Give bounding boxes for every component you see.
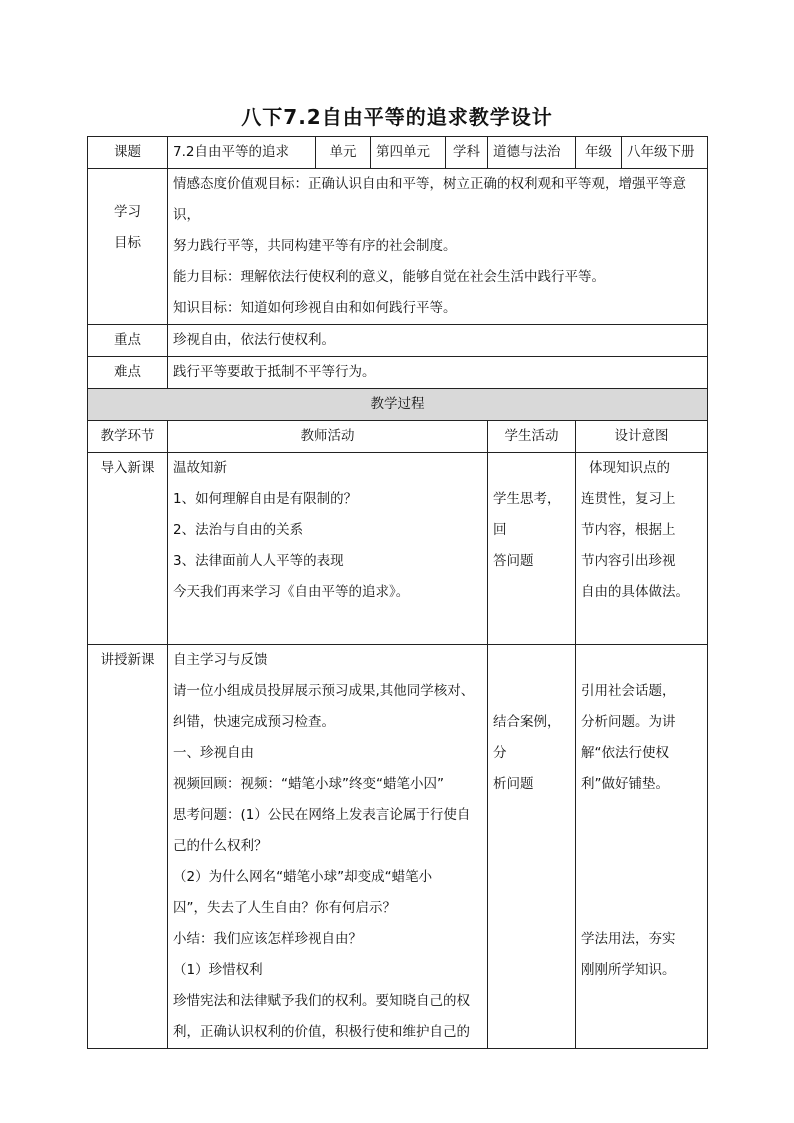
objectives-label-line-2: 目标 <box>114 235 141 251</box>
intent-line: 体现知识点的 <box>589 460 670 476</box>
intent-line: 自由的具体做法。 <box>581 584 689 600</box>
intent-line: 引用社会话题， <box>581 683 676 699</box>
student-line: 答问题 <box>493 553 534 569</box>
section-new-lesson-row <box>88 645 708 1049</box>
teacher-line: 利，正确认识权利的价值，积极行使和维护自己的 <box>173 1024 470 1040</box>
grade-value: 八年级下册 <box>622 137 708 169</box>
teacher-line: （2）为什么网名“蜡笔小球”却变成“蜡笔小 <box>173 869 433 885</box>
teacher-line: 今天我们再来学习《自由平等的追求》。 <box>173 584 410 600</box>
student-activity-intro <box>488 453 576 645</box>
header-row <box>88 137 708 169</box>
objectives-label-line-1: 学习 <box>114 204 141 220</box>
subject-label: 学科 <box>446 137 488 169</box>
intent-line: 利”做好铺垫。 <box>581 776 669 792</box>
stage-intro: 导入新课 <box>88 453 168 645</box>
objectives-content <box>168 169 708 325</box>
key-point-row <box>88 325 708 357</box>
column-header-row <box>88 421 708 453</box>
student-line: 学生思考，回 <box>493 491 561 538</box>
teacher-line: 自主学习与反馈 <box>173 652 268 668</box>
intent-line: 节内容，根据上 <box>581 522 676 538</box>
intent-line: 节内容引出珍视 <box>581 553 676 569</box>
objectives-label <box>88 169 168 325</box>
student-line: 析问题 <box>493 776 534 792</box>
teacher-activity-intro <box>168 453 488 645</box>
objective-line: 情感态度价值观目标：正确认识自由和平等，树立正确的权利观和平等观，增强平等意识， <box>173 176 686 223</box>
lesson-plan-table <box>87 136 708 1049</box>
difficulty-value: 践行平等要敢于抵制不平等行为。 <box>168 357 708 389</box>
teacher-line: 己的什么权利？ <box>173 838 268 854</box>
key-point-label: 重点 <box>88 325 168 357</box>
teacher-line: 纠错，快速完成预习检查。 <box>173 714 335 730</box>
teacher-line: 1、如何理解自由是有限制的？ <box>173 491 358 507</box>
teacher-line: 珍惜宪法和法律赋予我们的权利。要知晓自己的权 <box>173 993 470 1009</box>
document-title: 八下7.2自由平等的追求教学设计 <box>241 105 553 129</box>
objective-line: 能力目标：理解依法行使权利的意义，能够自觉在社会生活中践行平等。 <box>173 269 605 285</box>
unit-label: 单元 <box>316 137 371 169</box>
topic-value: 7.2自由平等的追求 <box>168 137 316 169</box>
intent-line: 解“依法行使权 <box>581 745 669 761</box>
topic-label: 课题 <box>88 137 168 169</box>
teacher-line: 思考问题：(1）公民在网络上发表言论属于行使自 <box>173 807 471 823</box>
teacher-line: 请一位小组成员投屏展示预习成果,其他同学核对、 <box>173 683 475 699</box>
process-heading-row <box>88 389 708 421</box>
teacher-activity-new-lesson <box>168 645 488 1049</box>
subject-value: 道德与法治 <box>488 137 576 169</box>
unit-value: 第四单元 <box>371 137 446 169</box>
objective-line: 知识目标：知道如何珍视自由和如何践行平等。 <box>173 300 457 316</box>
teacher-line: 囚”，失去了人生自由？你有何启示？ <box>173 900 396 916</box>
column-header-student: 学生活动 <box>488 421 576 453</box>
teacher-line: 2、法治与自由的关系 <box>173 522 304 538</box>
objective-line: 努力践行平等，共同构建平等有序的社会制度。 <box>173 238 457 254</box>
intent-line: 学法用法，夯实 <box>581 931 676 947</box>
column-header-intent: 设计意图 <box>576 421 708 453</box>
intent-line: 连贯性，复习上 <box>581 491 676 507</box>
design-intent-intro <box>576 453 708 645</box>
design-intent-new-lesson <box>576 645 708 1049</box>
teacher-line: 3、法律面前人人平等的表现 <box>173 553 344 569</box>
column-header-stage: 教学环节 <box>88 421 168 453</box>
column-header-teacher: 教师活动 <box>168 421 488 453</box>
section-intro-row <box>88 453 708 645</box>
stage-new-lesson: 讲授新课 <box>88 645 168 1049</box>
process-heading: 教学过程 <box>88 389 708 421</box>
key-point-value: 珍视自由，依法行使权利。 <box>168 325 708 357</box>
intent-line: 刚刚所学知识。 <box>581 962 676 978</box>
student-activity-new-lesson <box>488 645 576 1049</box>
difficulty-label: 难点 <box>88 357 168 389</box>
student-line: 结合案例，分 <box>493 714 561 761</box>
teacher-line: 小结：我们应该怎样珍视自由？ <box>173 931 362 947</box>
teacher-line: 一、珍视自由 <box>173 745 254 761</box>
teacher-line: 视频回顾：视频：“蜡笔小球”终变“蜡笔小囚” <box>173 776 444 792</box>
teacher-line: （1）珍惜权利 <box>173 962 263 978</box>
grade-label: 年级 <box>576 137 622 169</box>
teacher-line: 温故知新 <box>173 460 227 476</box>
intent-line: 分析问题。为讲 <box>581 714 676 730</box>
difficulty-row <box>88 357 708 389</box>
objectives-row <box>88 169 708 325</box>
